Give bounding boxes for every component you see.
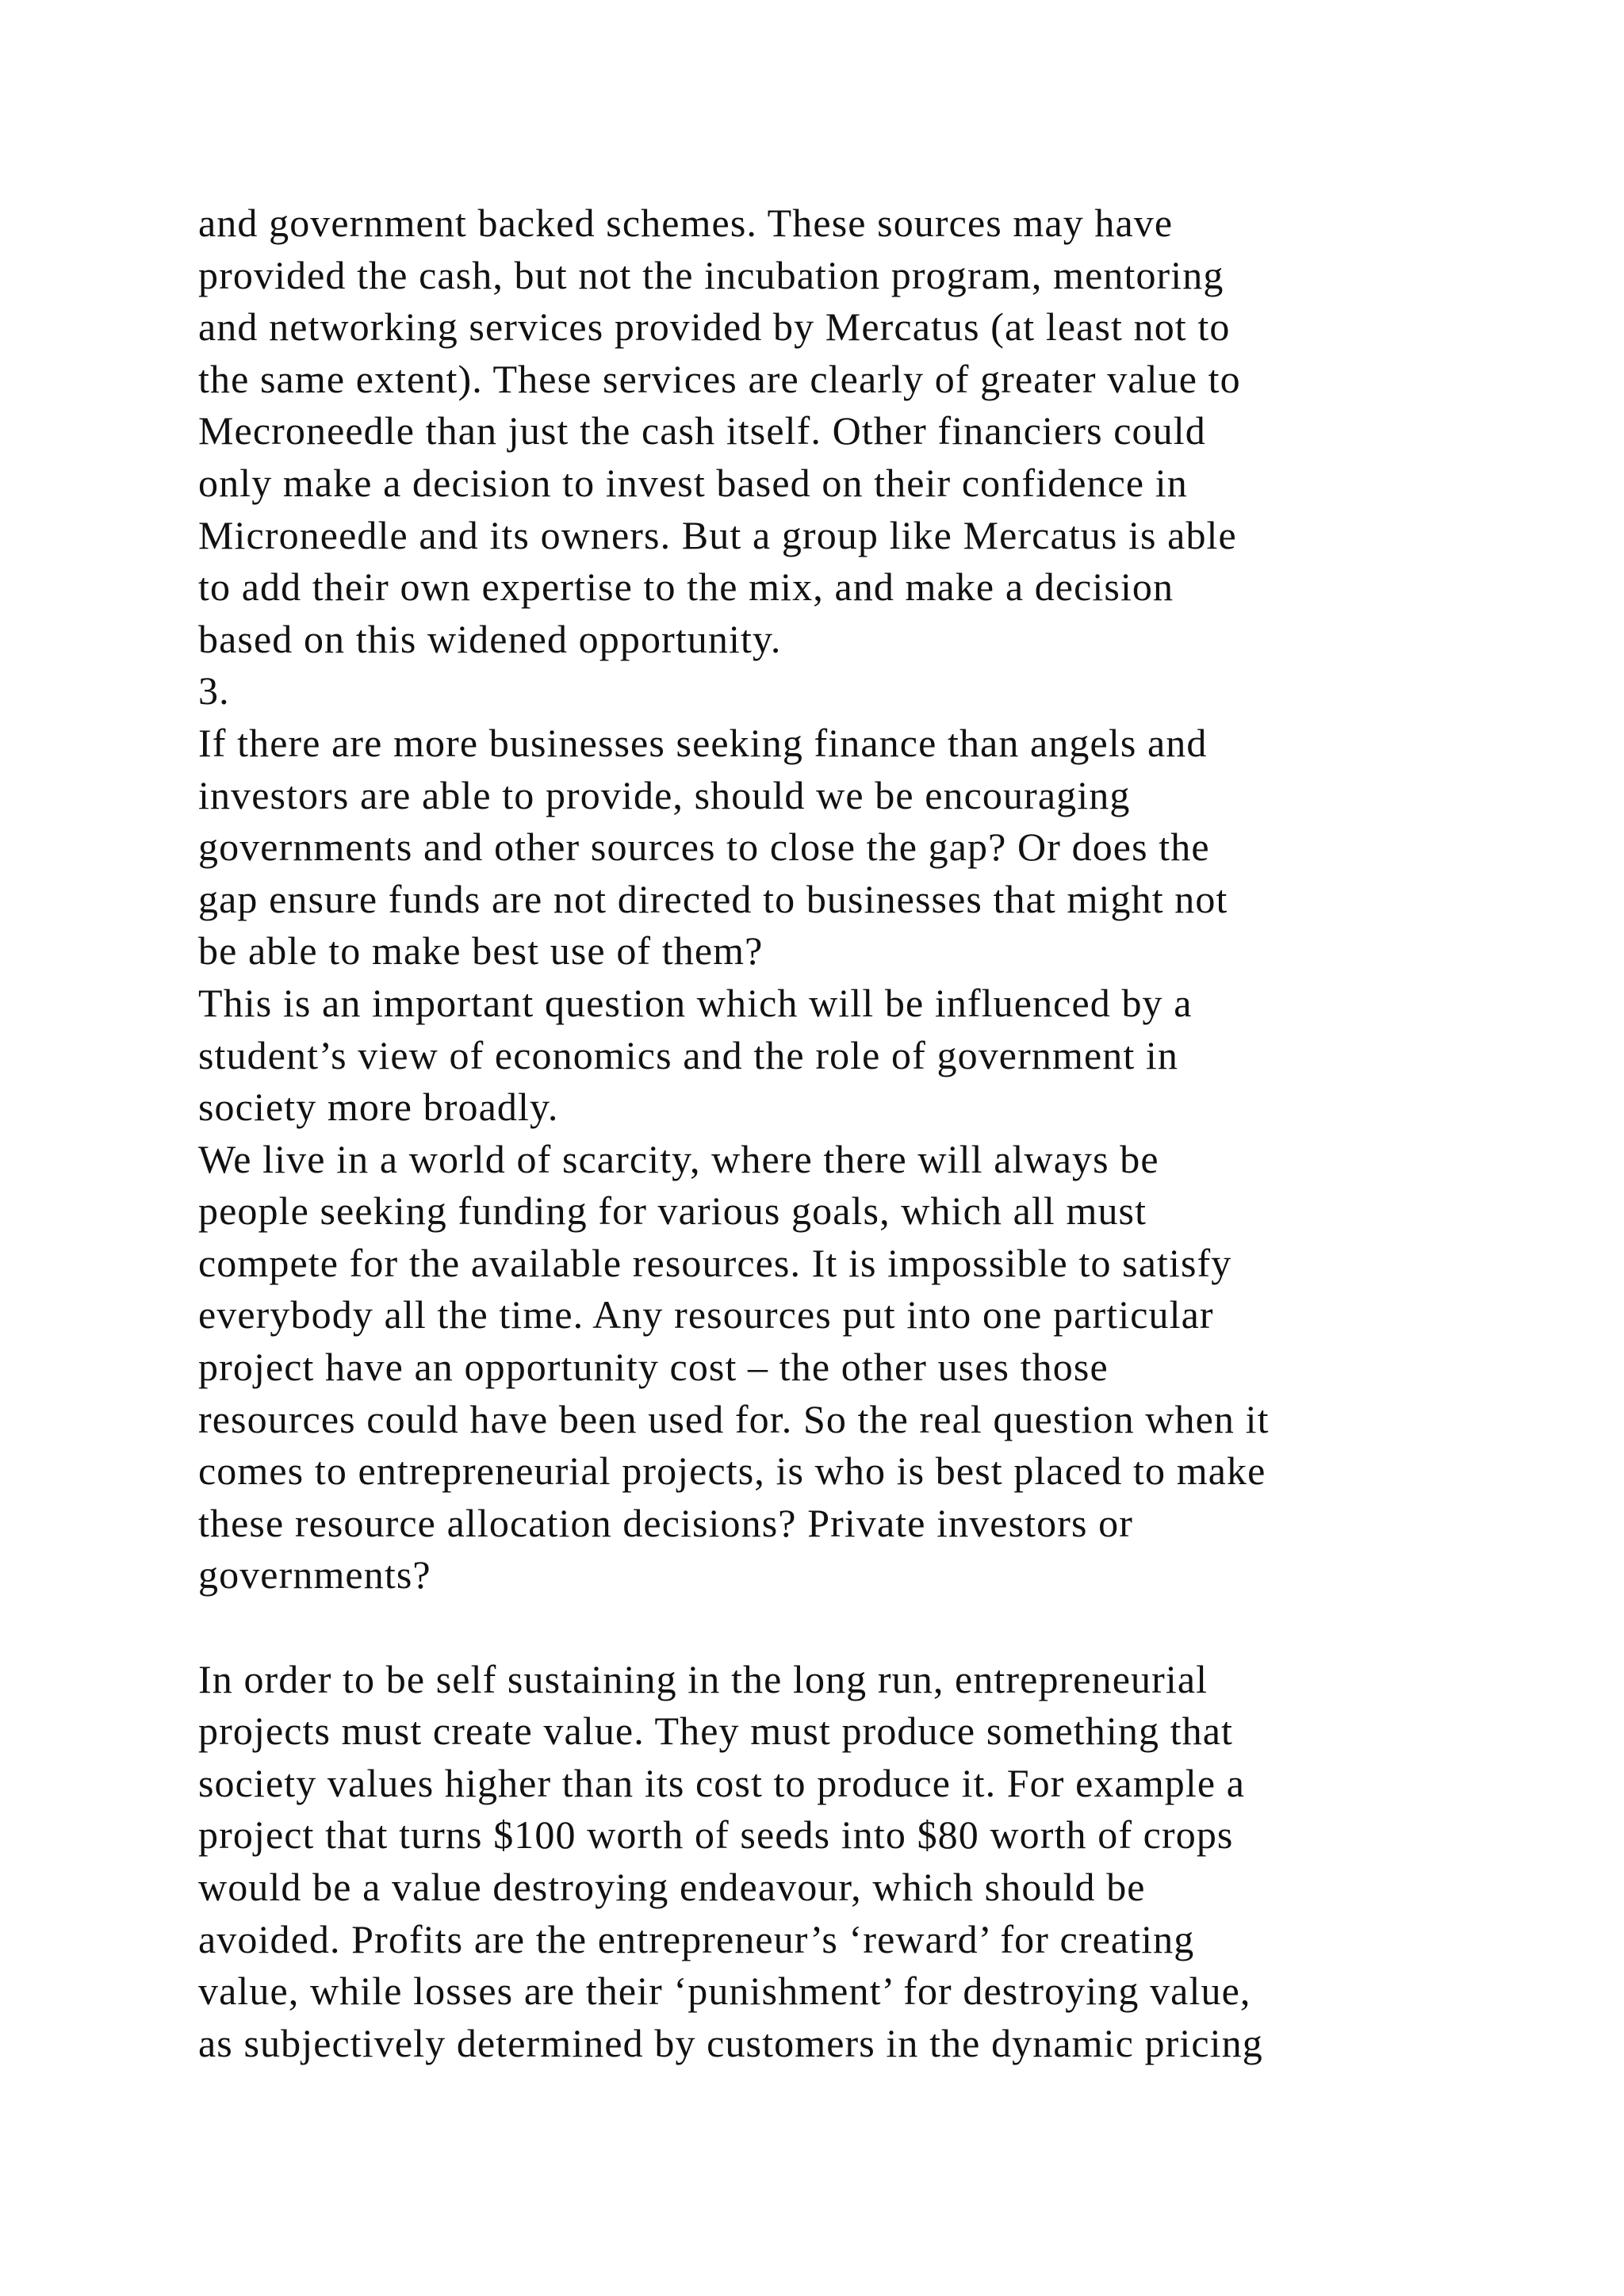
text-line: Microneedle and its owners. But a group like Mercatus is able	[198, 512, 1237, 557]
text-line: as subjectively determined by customers in the dynamic pricing	[198, 2020, 1263, 2065]
text-line: student’s view of economics and the role of government in	[198, 1032, 1179, 1077]
question-line: investors are able to provide, should we be encouraging	[198, 772, 1131, 817]
text-line: based on this widened opportunity.	[198, 616, 782, 661]
text-line: We live in a world of scarcity, where there will always be	[198, 1136, 1159, 1181]
text-line: society more broadly.	[198, 1085, 559, 1130]
text-line: the same extent). These services are clearly of greater value to	[198, 356, 1241, 401]
text-line: governments?	[198, 1552, 431, 1598]
text-line: project that turns $100 worth of seeds into $80 worth of crops	[198, 1812, 1234, 1858]
text-line: This is an important question which will be influenced by a	[198, 980, 1193, 1025]
question-line: be able to make best use of them?	[198, 928, 764, 974]
text-line: only make a decision to invest based on their confidence in	[198, 460, 1188, 505]
text-line: projects must create value. They must produce something that	[198, 1709, 1234, 1754]
question-line: If there are more businesses seeking finance than angels and	[198, 720, 1208, 765]
question-line: gap ensure funds are not directed to businesses that might not	[198, 876, 1228, 921]
question-line: governments and other sources to close the gap? Or does the	[198, 825, 1210, 870]
text-line: to add their own expertise to the mix, and make a decision	[198, 564, 1174, 610]
text-line: avoided. Profits are the entrepreneur’s ‘reward’ for creating	[198, 1916, 1195, 1961]
text-line: project have an opportunity cost – the other uses those	[198, 1345, 1109, 1390]
text-line: provided the cash, but not the incubation program, mentoring	[198, 252, 1224, 297]
text-line: society values higher than its cost to produce it. For example a	[198, 1760, 1246, 1805]
text-line: resources could have been used for. So the real question when it	[198, 1396, 1270, 1441]
text-line: everybody all the time. Any resources put into one particular	[198, 1292, 1214, 1337]
text-line: value, while losses are their ‘punishment’ for destroying value,	[198, 1969, 1251, 2014]
section-number: 3.	[198, 668, 230, 714]
paragraph-break	[198, 1601, 1499, 1654]
text-line: and networking services provided by Mercatus (at least not to	[198, 304, 1231, 350]
text-line: would be a value destroying endeavour, which should be	[198, 1865, 1146, 1909]
text-line: people seeking funding for various goals, which all must	[198, 1188, 1147, 1234]
text-line: compete for the available resources. It is impossible to satisfy	[198, 1240, 1232, 1285]
body-text	[198, 197, 1499, 2069]
text-line: In order to be self sustaining in the long run, entrepreneurial	[198, 1656, 1208, 1701]
text-line: comes to entrepreneurial projects, is who is best placed to make	[198, 1448, 1266, 1494]
text-line: and government backed schemes. These sources may have	[198, 201, 1174, 245]
text-line: these resource allocation decisions? Private investors or	[198, 1500, 1134, 1545]
text-line: Mecroneedle than just the cash itself. Other financiers could	[198, 408, 1206, 453]
